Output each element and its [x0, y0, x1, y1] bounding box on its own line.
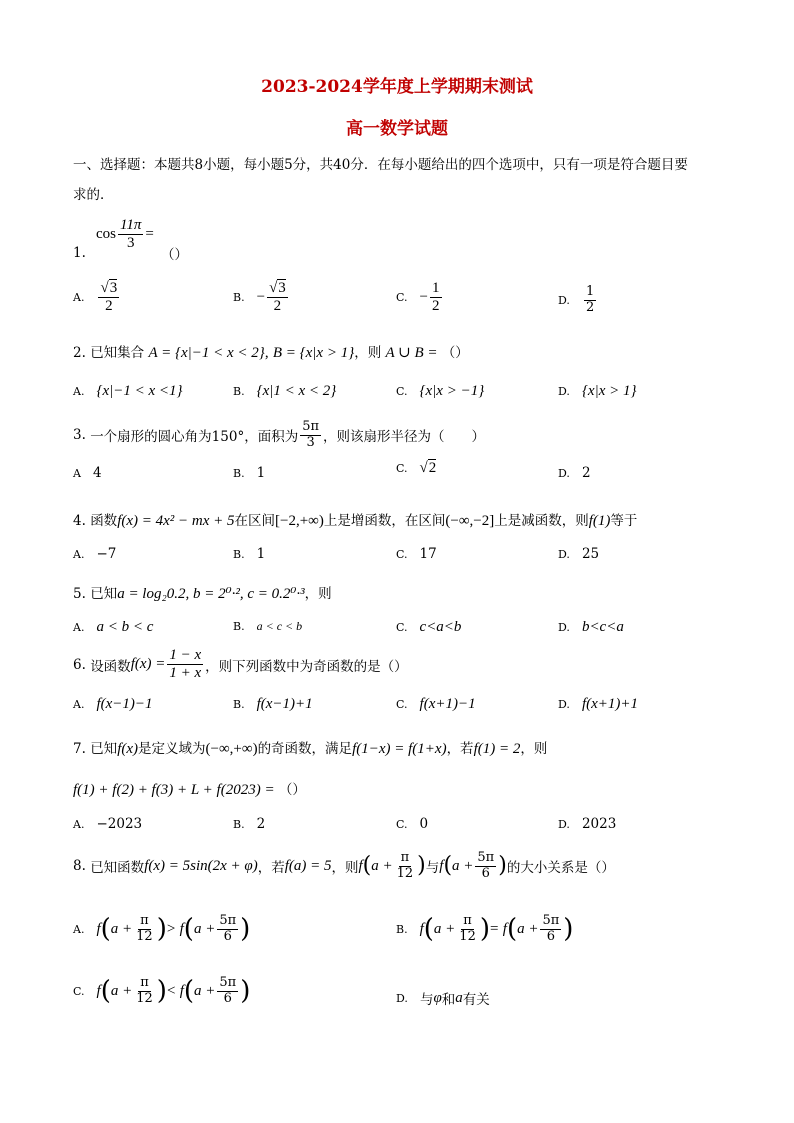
q1-option-c[interactable]: C. − $\frac{1}{2}$	[396, 280, 440, 315]
q5-option-b[interactable]: B. a < c < b	[233, 619, 303, 633]
q5-stem: 5. 已知a = log₂0.2, b = 2⁰·², c = 0.2⁰·³，则	[73, 586, 332, 602]
section-instructions-cont: 求的．	[73, 187, 114, 203]
exam-title: 2023-2024学年度上学期期末测试	[261, 77, 533, 97]
q2-option-b[interactable]: B. {x|1 < x < 2}	[233, 383, 337, 399]
q1-fraction: $\frac{11\pi}{3}$	[120, 217, 142, 252]
q3-option-d[interactable]: D. 2	[558, 465, 591, 481]
section-instructions: 一、选择题：本题共8小题，每小题5分，共40分．在每小题给出的四个选项中，只有一项是符合题目要	[73, 157, 688, 173]
q6-stem: 6. 设函数 f(x) = $\frac{1 - x}{1 + x}$ ，则下列函数中为奇函数的是（）	[73, 647, 408, 682]
q6-option-d[interactable]: D. f(x+1)+1	[558, 696, 638, 712]
q4-option-b[interactable]: B. 1	[233, 546, 266, 562]
q8-option-c[interactable]: C. f ( a + $\frac{\pi}{12}$ ) < f ( a + $\frac{5\pi}{6}$ )	[73, 975, 251, 1007]
q7-option-a[interactable]: A. −2023	[73, 816, 143, 832]
q4-stem: 4. 函数f(x) = 4x² − mx + 5在区间[−2,+∞)上是增函数，在区间(−∞,−2]上是减函数，则f(1)等于	[73, 513, 638, 529]
q3-option-a[interactable]: A 4	[73, 465, 102, 481]
q8-option-a[interactable]: A. f ( a + $\frac{\pi}{12}$ ) > f ( a + $\frac{5\pi}{6}$ )	[73, 913, 251, 945]
q3-option-b[interactable]: B. 1	[233, 465, 266, 481]
q6-option-a[interactable]: A. f(x−1)−1	[73, 696, 153, 712]
q1-option-d[interactable]: D. $\frac{1}{2}$	[558, 284, 595, 315]
q7-option-b[interactable]: B. 2	[233, 816, 266, 832]
q4-option-c[interactable]: C. 17	[396, 546, 437, 562]
q3-option-c[interactable]: C. √2	[396, 460, 437, 476]
q6-option-c[interactable]: C. f(x+1)−1	[396, 696, 476, 712]
q1-option-b[interactable]: B. − $\frac{√3}{2}$	[233, 280, 286, 315]
q5-option-a[interactable]: A. a < b < c	[73, 619, 154, 635]
q5-option-d[interactable]: D. b<c<a	[558, 619, 624, 635]
q4-option-a[interactable]: A. −7	[73, 546, 117, 562]
q7-stem: 7. 已知f(x)是定义域为(−∞,+∞)的奇函数，满足f(1−x) = f(1+x)，若f(1) = 2，则	[73, 741, 548, 757]
q8-stem: 8. 已知函数 f(x) = 5sin(2x + φ) ，若 f(a) = 5 ，则 f ( a + $\frac{\pi}{12}$ ) 与 f ( a + $\frac{5\pi}{6}$ ) 的大小关系是（）	[73, 850, 615, 881]
q6-option-b[interactable]: B. f(x−1)+1	[233, 696, 313, 712]
q7-stem-line2: f(1) + f(2) + f(3) + L + f(2023) = （）	[73, 782, 306, 798]
q1-option-a[interactable]: A. $\frac{√3}{2}$	[73, 280, 118, 315]
q2-option-d[interactable]: D. {x|x > 1}	[558, 383, 637, 399]
q8-option-d[interactable]: D. 与 φ 和 a 有关	[396, 989, 490, 1008]
q1-blank: （）	[161, 247, 188, 263]
q7-option-d[interactable]: D. 2023	[558, 816, 617, 832]
q2-option-c[interactable]: C. {x|x > −1}	[396, 383, 485, 399]
q2-stem: 2. 已知集合 A = {x|−1 < x < 2}, B = {x|x > 1}，则 A ∪ B = （）	[73, 345, 469, 361]
exam-subtitle: 高一数学试题	[346, 119, 448, 139]
q8-option-b[interactable]: B. f ( a + $\frac{\pi}{12}$ ) = f ( a + $\frac{5\pi}{6}$ )	[396, 913, 574, 945]
q1-number: 1.	[73, 245, 86, 261]
q3-stem: 3. 一个扇形的圆心角为150°，面积为 $\frac{5\pi}{3}$ ，则该扇形半径为（ ）	[73, 419, 486, 450]
q7-option-c[interactable]: C. 0	[396, 816, 429, 832]
q5-option-c[interactable]: C. c<a<b	[396, 619, 462, 635]
q2-option-a[interactable]: A. {x|−1 < x <1}	[73, 383, 183, 399]
q1-stem: cos $\frac{11\pi}{3}$ =	[96, 217, 154, 252]
q4-option-d[interactable]: D. 25	[558, 546, 600, 562]
